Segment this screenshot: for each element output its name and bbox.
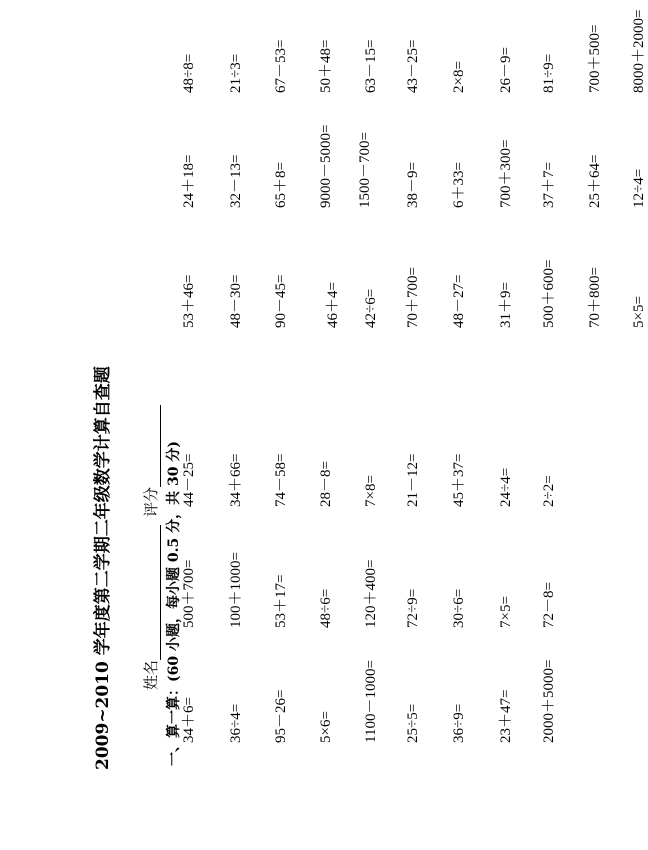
math-problem: 34＋66= [228, 453, 244, 507]
math-problem: 45＋37= [451, 453, 467, 507]
math-problem: 44－25= [181, 453, 197, 507]
math-problem: 12÷4= [631, 168, 647, 208]
score-label: 评分 [142, 486, 160, 517]
name-blank[interactable] [160, 525, 161, 660]
worksheet-title: 2009~2010 学年度第二学期二年级数学计算自查题 [93, 366, 113, 770]
math-problem: 7×8= [363, 475, 379, 507]
math-problem: 500＋600= [541, 259, 557, 328]
math-problem: 26－9= [498, 47, 514, 93]
math-problem: 95－26= [273, 689, 289, 743]
math-problem: 100＋1000= [228, 552, 244, 628]
math-problem: 24＋18= [181, 154, 197, 208]
math-problem: 25÷5= [405, 703, 421, 743]
math-problem: 1100－1000= [363, 660, 379, 743]
math-problem: 46＋4= [325, 282, 341, 328]
math-problem: 2÷2= [541, 475, 557, 507]
math-problem: 81÷9= [541, 53, 557, 93]
math-problem: 1500－700= [357, 132, 373, 208]
math-problem: 53＋17= [273, 574, 289, 628]
section-heading: 一、算一算：(60 小题，每小题 0.5 分，共 30 分) [166, 441, 182, 766]
math-problem: 63－15= [363, 39, 379, 93]
math-problem: 120＋400= [363, 559, 379, 628]
student-info-line [140, 405, 161, 690]
math-problem: 42÷6= [363, 288, 379, 328]
math-problem: 21÷3= [228, 53, 244, 93]
math-problem: 48÷8= [181, 53, 197, 93]
math-problem: 24÷4= [498, 467, 514, 507]
math-problem: 36÷4= [228, 703, 244, 743]
math-problem: 37＋7= [541, 162, 557, 208]
name-label: 姓名 [142, 659, 160, 690]
math-problem: 21－12= [405, 453, 421, 507]
math-problem: 2000＋5000= [541, 659, 557, 743]
math-problem: 5×5= [631, 296, 647, 328]
math-problem: 48－27= [451, 274, 467, 328]
math-problem: 25＋64= [587, 154, 603, 208]
math-problem: 2×8= [451, 61, 467, 93]
math-problem: 70＋800= [587, 267, 603, 328]
math-problem: 5×6= [318, 711, 334, 743]
math-problem: 50＋48= [318, 39, 334, 93]
math-problem: 9000－5000= [318, 124, 334, 208]
math-problem: 500＋700= [181, 559, 197, 628]
math-problem: 74－58= [273, 453, 289, 507]
math-problem: 65＋8= [273, 162, 289, 208]
score-blank[interactable] [160, 405, 161, 487]
math-problem: 30÷6= [451, 588, 467, 628]
math-problem: 8000＋2000= [631, 9, 647, 93]
math-problem: 70＋700= [405, 267, 421, 328]
math-problem: 38－9= [405, 162, 421, 208]
math-problem: 32－13= [228, 154, 244, 208]
math-problem: 36÷9= [451, 703, 467, 743]
math-problem: 48－30= [228, 274, 244, 328]
math-problem: 72÷9= [405, 588, 421, 628]
math-problem: 7×5= [498, 596, 514, 628]
math-problem: 53＋46= [181, 274, 197, 328]
math-problem: 72－8= [541, 582, 557, 628]
math-problem: 90－45= [273, 274, 289, 328]
math-problem: 700＋500= [587, 24, 603, 93]
math-problem: 34＋6= [181, 697, 197, 743]
math-problem: 6＋33= [451, 162, 467, 208]
math-problem: 23＋47= [498, 689, 514, 743]
math-problem: 67－53= [273, 39, 289, 93]
math-problem: 700＋300= [498, 139, 514, 208]
math-problem: 31＋9= [498, 282, 514, 328]
math-problem: 43－25= [405, 39, 421, 93]
math-problem: 48÷6= [318, 588, 334, 628]
math-problem: 28－8= [318, 461, 334, 507]
